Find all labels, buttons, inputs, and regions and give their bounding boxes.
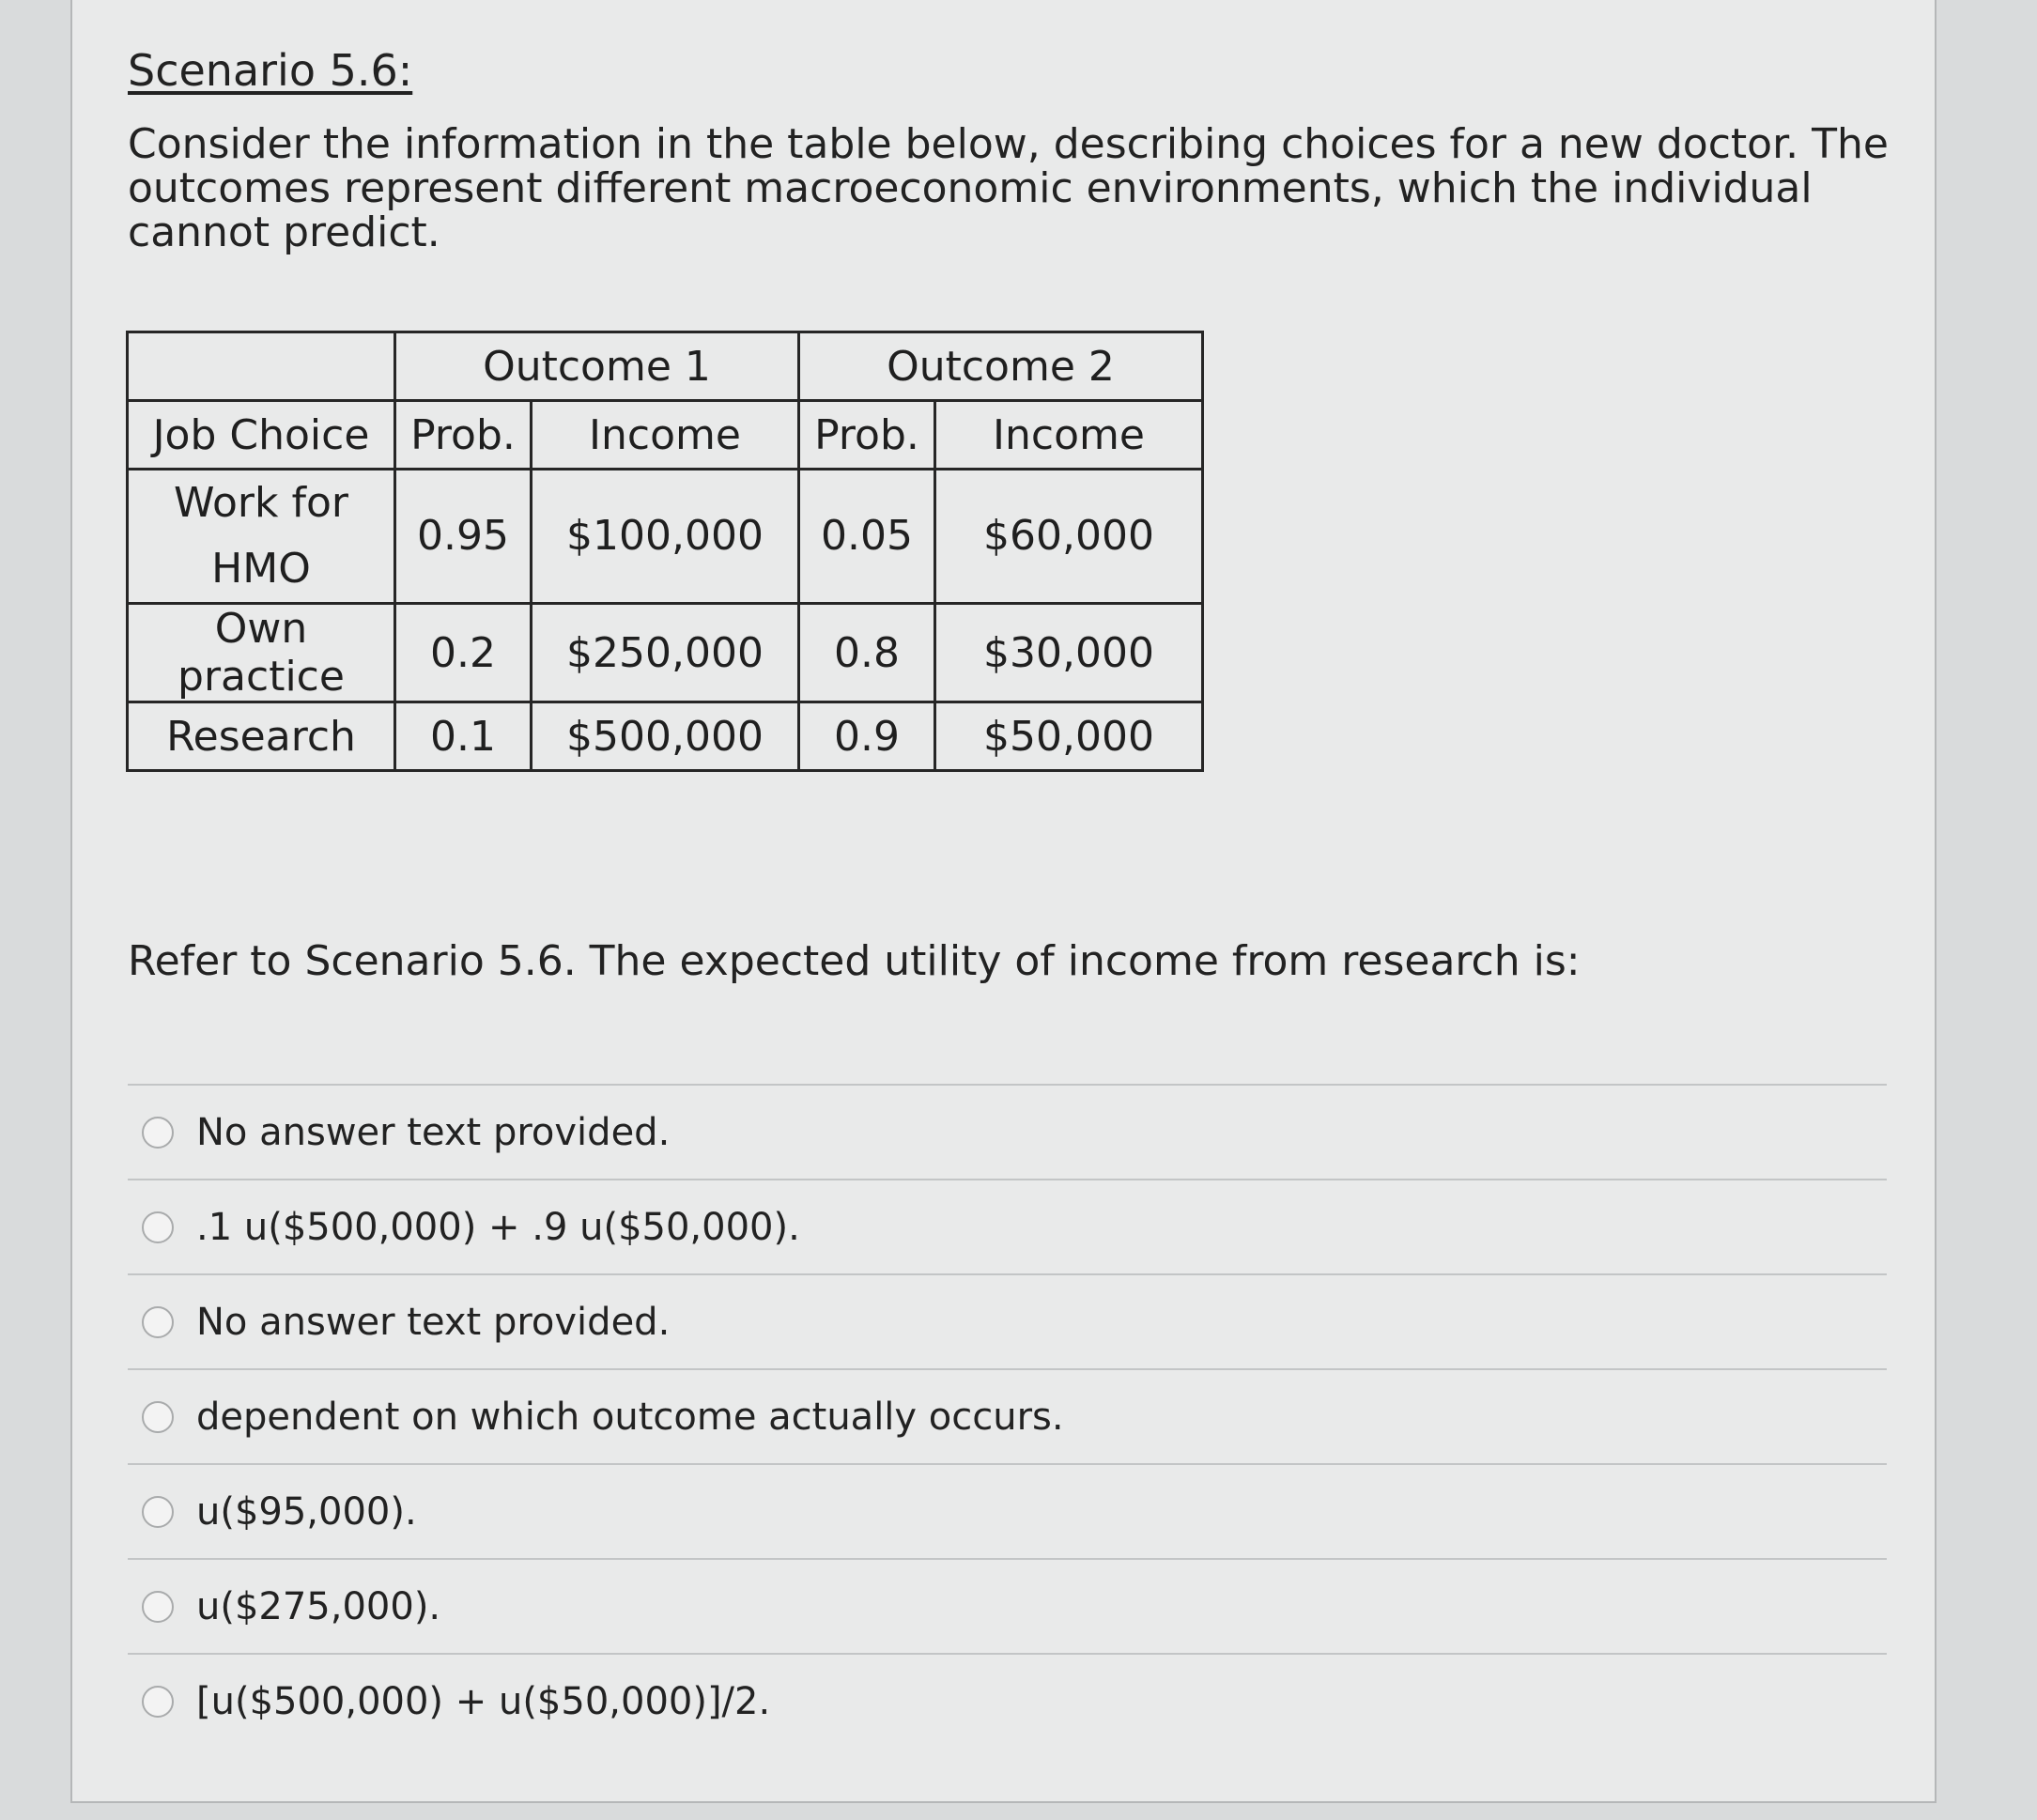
header-job-choice: Job Choice <box>128 401 395 470</box>
income2-cell: $50,000 <box>935 702 1203 771</box>
answer-label: .1 u($500,000) + .9 u($50,000). <box>196 1205 800 1249</box>
answer-option[interactable] <box>128 1463 1887 1558</box>
radio-button[interactable] <box>142 1591 174 1623</box>
table-row <box>128 702 1203 771</box>
header-prob-1: Prob. <box>395 401 532 470</box>
income2-cell: $30,000 <box>935 604 1203 702</box>
radio-button[interactable] <box>142 1117 174 1149</box>
income1-cell: $250,000 <box>532 604 799 702</box>
radio-button[interactable] <box>142 1496 174 1528</box>
answer-label: u($95,000). <box>196 1489 417 1534</box>
header-income-1: Income <box>532 401 799 470</box>
answer-list <box>128 1084 1887 1748</box>
scenario-intro: Consider the information in the table below, describing choices for a new doctor. The outcomes represent different macroeconomic environments, which the individual cannot predict. <box>128 120 1889 256</box>
answer-option[interactable] <box>128 1653 1887 1748</box>
table-row <box>128 470 1203 604</box>
radio-button[interactable] <box>142 1211 174 1243</box>
job-choice-table <box>126 331 1204 772</box>
table-row <box>128 604 1203 702</box>
scenario-title: Scenario 5.6: <box>128 45 413 96</box>
table-corner-cell <box>128 332 395 401</box>
job-choice-cell: Research <box>128 702 395 771</box>
answer-option[interactable] <box>128 1179 1887 1273</box>
answer-label: [u($500,000) + u($50,000)]/2. <box>196 1679 771 1723</box>
answer-option[interactable] <box>128 1368 1887 1463</box>
income2-cell: $60,000 <box>935 470 1203 604</box>
answer-option[interactable] <box>128 1273 1887 1368</box>
radio-button[interactable] <box>142 1686 174 1718</box>
outcome1-header: Outcome 1 <box>395 332 799 401</box>
answer-option[interactable] <box>128 1558 1887 1653</box>
header-income-2: Income <box>935 401 1203 470</box>
radio-button[interactable] <box>142 1401 174 1433</box>
job-choice-cell: Work for HMO <box>128 470 395 604</box>
answer-option[interactable] <box>128 1084 1887 1179</box>
answer-label: No answer text provided. <box>196 1300 671 1344</box>
prob2-cell: 0.05 <box>799 470 935 604</box>
answer-label: u($275,000). <box>196 1584 441 1628</box>
answer-label: No answer text provided. <box>196 1110 671 1154</box>
prob1-cell: 0.95 <box>395 470 532 604</box>
header-prob-2: Prob. <box>799 401 935 470</box>
prob2-cell: 0.9 <box>799 702 935 771</box>
job-choice-cell: Own practice <box>128 604 395 702</box>
prob2-cell: 0.8 <box>799 604 935 702</box>
income1-cell: $100,000 <box>532 470 799 604</box>
income1-cell: $500,000 <box>532 702 799 771</box>
prob1-cell: 0.1 <box>395 702 532 771</box>
radio-button[interactable] <box>142 1306 174 1338</box>
outcome2-header: Outcome 2 <box>799 332 1203 401</box>
answer-label: dependent on which outcome actually occurs. <box>196 1395 1064 1439</box>
table-header-row-columns <box>128 401 1203 470</box>
table-header-row-outcomes <box>128 332 1203 401</box>
prob1-cell: 0.2 <box>395 604 532 702</box>
question-text: Refer to Scenario 5.6. The expected utility of income from research is: <box>128 937 1581 985</box>
